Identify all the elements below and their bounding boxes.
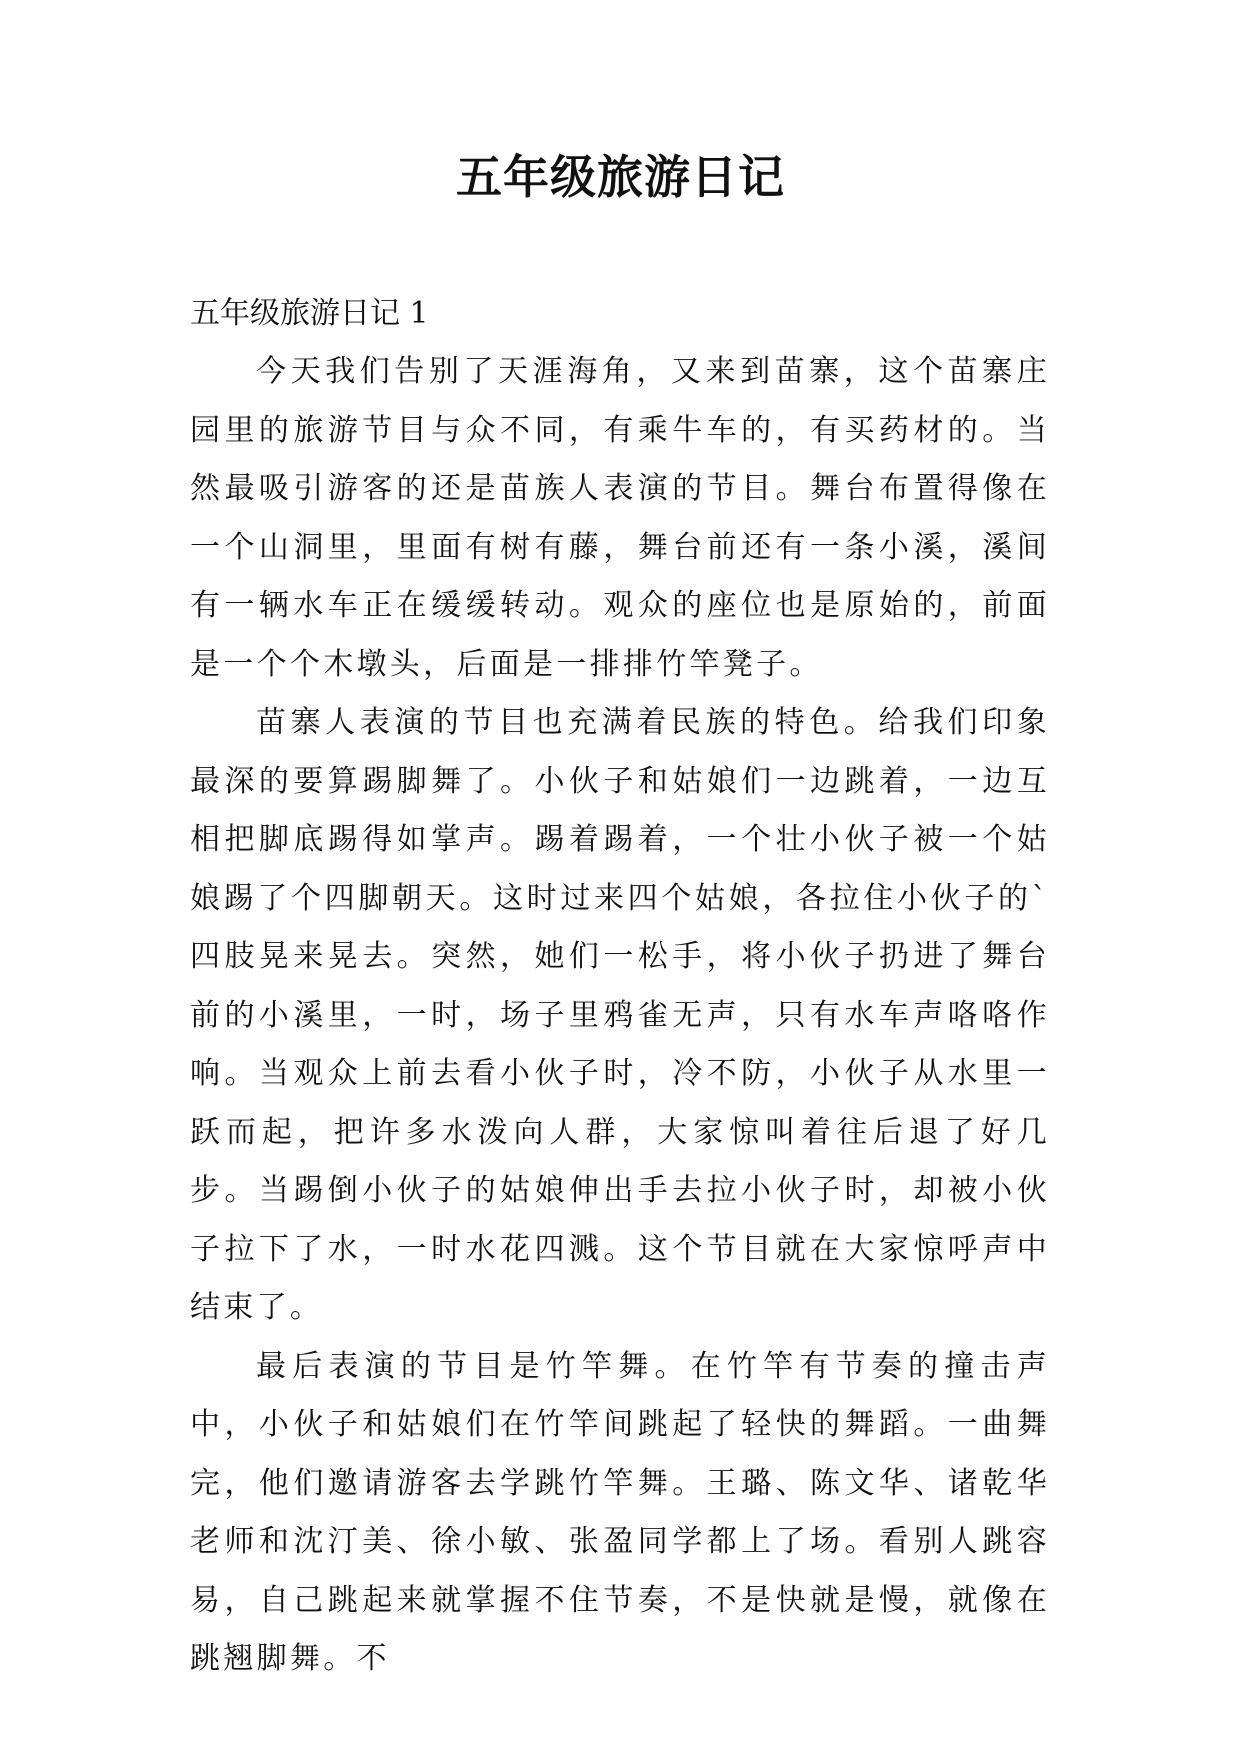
paragraph-2: 苗寨人表演的节目也充满着民族的特色。给我们印象最深的要算踢脚舞了。小伙子和姑娘们一边跳着，一边互相把脚底踢得如掌声。踢着踢着，一个壮小伙子被一个姑娘踢了个四脚朝天。这时过来四个姑娘，各拉住小伙子的`四肢晃来晃去。突然，她们一松手，将小伙子扔进了舞台前的小溪里，一时，场子里鸦雀无声，只有水车声咯咯作响。当观众上前去看小伙子时，冷不防，小伙子从水里一跃而起，把许多水泼向人群，大家惊叫着往后退了好几步。当踢倒小伙子的姑娘伸出手去拉小伙子时，却被小伙子拉下了水，一时水花四溅。这个节目就在大家惊呼声中结束了。 — [190, 705, 1050, 1325]
paragraph-1: 今天我们告别了天涯海角，又来到苗寨，这个苗寨庄园里的旅游节目与众不同，有乘牛车的，有买药材的。当然最吸引游客的还是苗族人表演的节目。舞台布置得像在一个山洞里，里面有树有藤，舞台前还有一条小溪，溪间有一辆水车正在缓缓转动。观众的座位也是原始的，前面是一个个木墩头，后面是一排排竹竿凳子。 — [190, 354, 1050, 682]
document-body — [190, 285, 1050, 1689]
section-heading: 五年级旅游日记 1 — [190, 296, 429, 331]
paragraph-3: 最后表演的节目是竹竿舞。在竹竿有节奏的撞击声中，小伙子和姑娘们在竹竿间跳起了轻快的舞蹈。一曲舞完，他们邀请游客去学跳竹竿舞。王璐、陈文华、诸乾华老师和沈汀美、徐小敏、张盈同学都上了场。看别人跳容易，自己跳起来就掌握不住节奏，不是快就是慢，就像在跳翘脚舞。不 — [190, 1348, 1050, 1676]
document-title: 五年级旅游日记 — [456, 150, 785, 204]
